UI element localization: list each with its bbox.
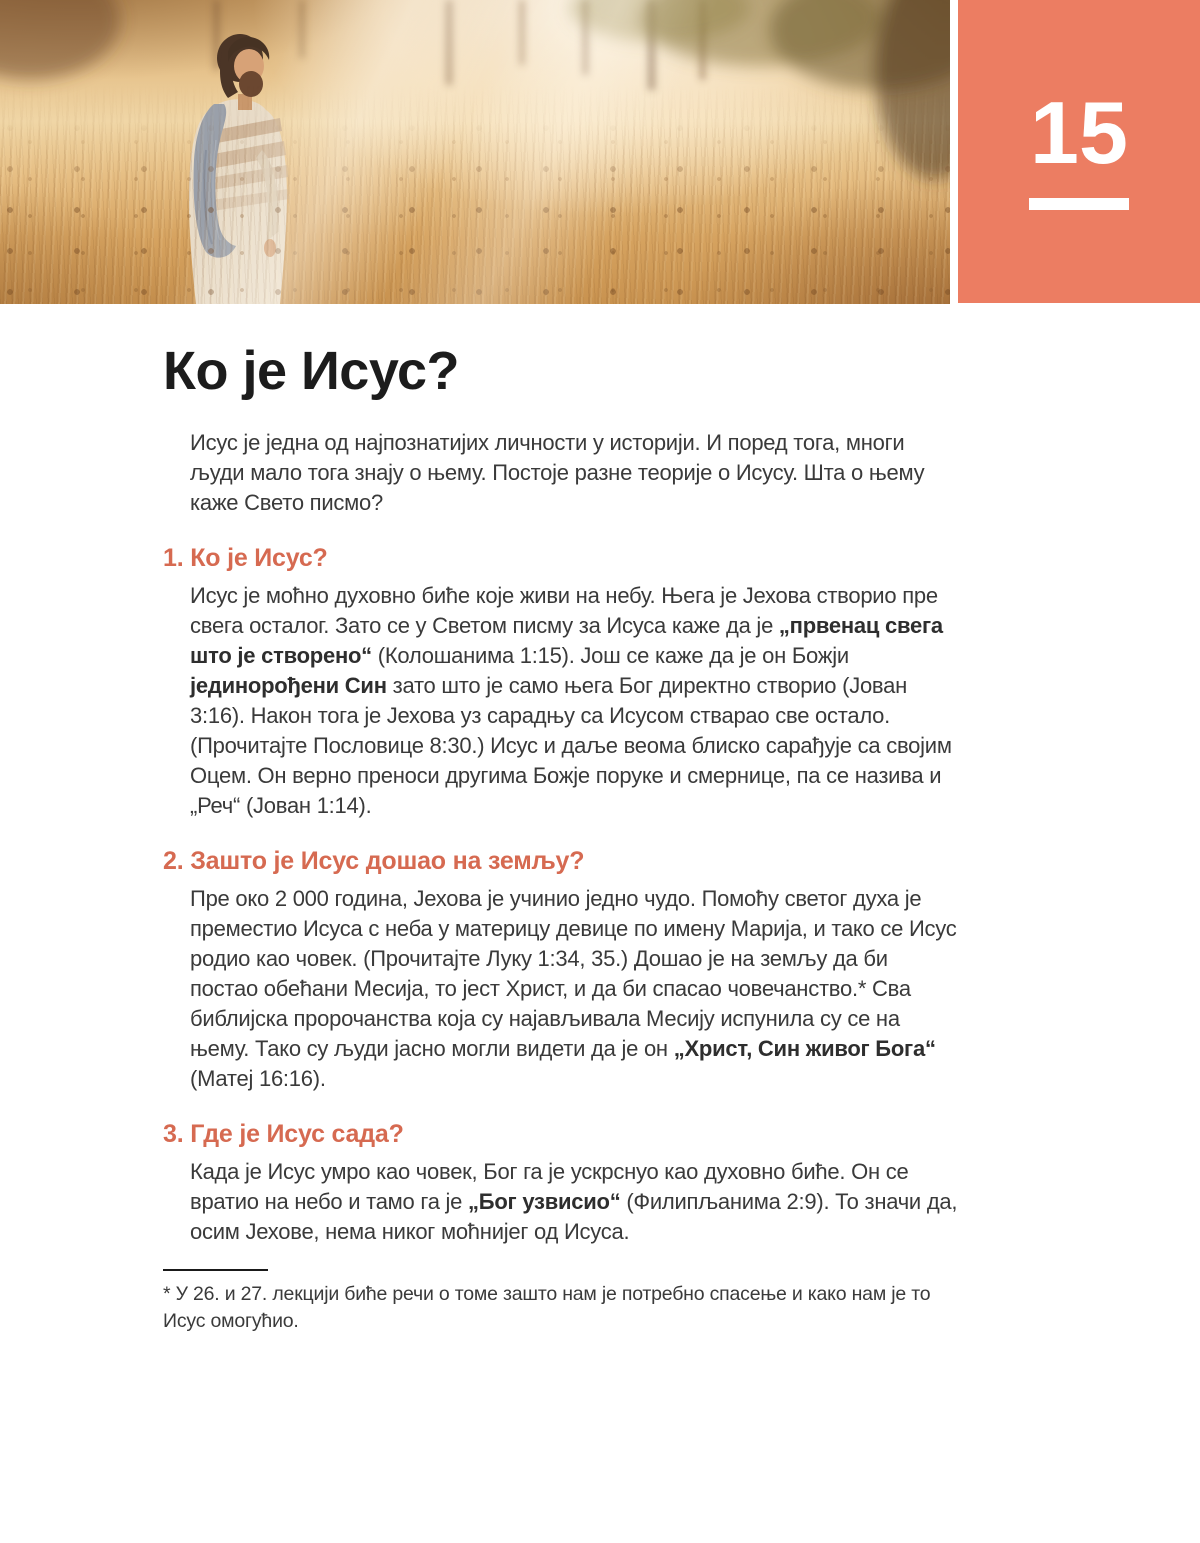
main-content (163, 340, 958, 1335)
section-1-heading: 1. Ко је Исус? (163, 544, 328, 572)
sunlight-rays (0, 0, 950, 304)
footnote (163, 1269, 958, 1335)
section-2-paragraph: Пре око 2 000 година, Јехова је учинио једно чудо. Помоћу светог духа је преместио Исуса с неба у материцу девице по имену Марија, и тако се Исус родио као човек. (Прочитајте Луку 1:34, 35.) Дошао је на земљу да би постао обећани Месија, то јест Христ, и да би спасао човечанство.* Сва библијска пророчанства која су најављивала Месију испунила су се на њему. Тако су људи јасно могли видети да је он „Христ, Син живог Бога“ (Матеј 16:16). (190, 886, 957, 1091)
section-2 (163, 845, 958, 1094)
footnote-divider (163, 1269, 268, 1271)
section-2-heading: 2. Зашто је Исус дошао на земљу? (163, 847, 585, 875)
section-1 (163, 542, 958, 821)
footnote-text: * У 26. и 27. лекцији биће речи о томе зашто нам је потребно спасење и како нам је то Исус омогућио. (163, 1283, 931, 1332)
lesson-number-underline (1029, 198, 1129, 210)
section-3-heading: 3. Где је Исус сада? (163, 1120, 404, 1148)
section-3 (163, 1118, 958, 1247)
lesson-number-box (958, 0, 1200, 303)
hero-photo (0, 0, 950, 304)
intro-paragraph: Исус је једна од најпознатијих личности у историји. И поред тога, многи људи мало тога знају о њему. Постоје разне теорије о Исусу. Шта о њему каже Свето писмо? (190, 430, 925, 515)
lesson-number: 15 (1030, 83, 1128, 183)
section-3-paragraph: Када је Исус умро као човек, Бог га је ускрснуо као духовно биће. Он се вратио на небо и тамо га је „Бог узвисио“ (Филипљанима 2:9). То значи да, осим Јехове, нема никог моћнијег од Исуса. (190, 1159, 958, 1244)
page-title: Ко је Исус? (163, 341, 460, 401)
section-1-paragraph: Исус је моћно духовно биће које живи на небу. Њега је Јехова створио пре свега осталог. Зато се у Светом писму за Исуса каже да је „првенац свега што је створено“ (Колошанима 1:15). Још се каже да је он Божји јединорођени Син зато што је само њега Бог директно створио (Јован 3:16). Након тога је Јехова уз сарадњу са Исусом стварао све остало. (Прочитајте Пословице 8:30.) Исус и даље веома блиско сарађује са својим Оцем. Он верно преноси другима Божје поруке и смернице, па се назива и „Реч“ (Јован 1:14). (190, 583, 952, 818)
header (0, 0, 1200, 304)
